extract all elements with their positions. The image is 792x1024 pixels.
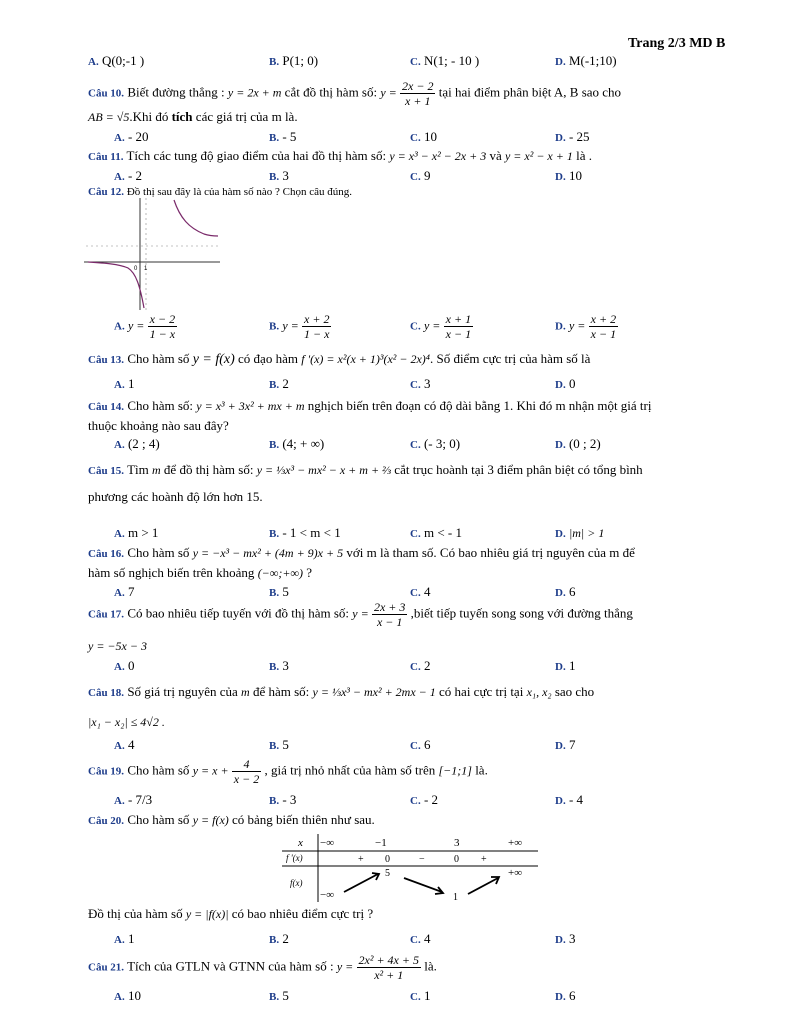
q14-option-c: C. (- 3; 0) xyxy=(410,436,461,451)
q20-variation-table xyxy=(282,832,542,904)
q16-text-line2: hàm số nghịch biến trên khoảng (−∞;+∞) ? xyxy=(88,565,313,580)
q10-text: Câu 10. Biết đường thẳng : y = 2x + m cắt đồ thị hàm số: y = $\frac{2x - 2}{x + 1}$ tại hai điểm phân biệt A, B sao cho xyxy=(88,79,622,108)
q15-option-d: D. |m| > 1 xyxy=(555,526,605,540)
q14-text: Câu 14. Cho hàm số: y = x³ + 3x² + mx + m nghịch biến trên đoạn có độ dài bằng 1. Khi đó m nhận một giá trị xyxy=(88,398,652,413)
q13-option-d: D. 0 xyxy=(555,376,576,391)
vt-f-3: +∞ xyxy=(508,867,523,879)
vt-sign-3: 0 xyxy=(454,854,459,865)
q14-text-line2: thuộc khoảng nào sau đây? xyxy=(88,418,229,433)
q16-option-b: B. 5 xyxy=(269,584,289,599)
q18-option-b: B. 5 xyxy=(269,737,289,752)
q10-option-d: D. - 25 xyxy=(555,129,590,144)
q9-option-a: A. Q(0;-1 ) xyxy=(88,53,145,68)
q13-option-c: C. 3 xyxy=(410,376,431,391)
q18-option-c: C. 6 xyxy=(410,737,431,752)
q21-option-d: D. 6 xyxy=(555,988,576,1003)
vt-sign-1: 0 xyxy=(385,854,390,865)
q20-option-a: A. 1 xyxy=(114,931,135,946)
q11-option-a: A. - 2 xyxy=(114,168,143,183)
q12-text: Câu 12. Đồ thị sau đây là của hàm số nào ? Chọn câu đúng. xyxy=(88,186,352,198)
q12-graph xyxy=(84,196,220,312)
vt-sign-0: + xyxy=(358,854,364,865)
curve-right-branch xyxy=(174,200,218,236)
q18-option-d: D. 7 xyxy=(555,737,576,752)
q11-option-b: B. 3 xyxy=(269,168,289,183)
q19-text: Câu 19. Cho hàm số y = x + $\frac{4}{x - 2}$ , giá trị nhỏ nhất của hàm số trên [−1;1] là. xyxy=(88,757,488,786)
q11-text: Câu 11. Tích các tung độ giao điểm của hai đồ thị hàm số: y = x³ − x² − 2x + 3 và y = x² − x + 1 là . xyxy=(88,148,592,163)
q18-option-a: A. 4 xyxy=(114,737,135,752)
q9-option-b: B. P(1; 0) xyxy=(269,53,319,68)
q15-text: Câu 15. Tìm m để đồ thị hàm số: y = ⅓x³ − mx² − x + m + ⅔ cắt trục hoành tại 3 điểm phân biệt có tổng bình xyxy=(88,462,643,477)
q12-option-a: A. y = $\frac{x - 2}{1 - x}$ xyxy=(114,312,176,341)
q18-text-line2: |x₁ − x₂| ≤ 4√2 . xyxy=(88,715,165,729)
q21-text: Câu 21. Tích của GTLN và GTNN của hàm số : y = $\frac{\text{2x² + 4x + 5}}{\text{x² + 1}}$ là. xyxy=(88,953,437,982)
q12-option-d: D. y = $\frac{x + 2}{x - 1}$ xyxy=(555,312,617,341)
q19-option-a: A. - 7/3 xyxy=(114,792,153,807)
q17-option-a: A. 0 xyxy=(114,658,135,673)
q12-option-c: C. y = $\frac{x + 1}{x - 1}$ xyxy=(410,312,472,341)
q19-option-c: C. - 2 xyxy=(410,792,439,807)
q11-option-d: D. 10 xyxy=(555,168,582,183)
q10-text-line2: AB = √5.Khi đó tích các giá trị của m là. xyxy=(88,109,298,124)
graph-one-label: 1 xyxy=(144,266,148,272)
q17-text-line2: y = −5x − 3 xyxy=(88,639,147,653)
q17-option-c: C. 2 xyxy=(410,658,431,673)
vt-x-3: +∞ xyxy=(508,837,523,849)
q16-text: Câu 16. Cho hàm số y = −x³ − mx² + (4m + 9)x + 5 với m là tham số. Có bao nhiêu giá trị nguyên của m để xyxy=(88,545,635,560)
q21-option-a: A. 10 xyxy=(114,988,141,1003)
q12-option-b: B. y = $\frac{x + 2}{1 - x}$ xyxy=(269,312,330,341)
q10-option-a: A. - 20 xyxy=(114,129,149,144)
q16-option-d: D. 6 xyxy=(555,584,576,599)
q9-option-c: C. N(1; - 10 ) xyxy=(410,53,480,68)
vt-f-label: f(x) xyxy=(290,878,303,888)
q20-option-c: C. 4 xyxy=(410,931,431,946)
q15-text-line2: phương các hoành độ lớn hơn 15. xyxy=(88,489,263,504)
q15-option-c: C. m < - 1 xyxy=(410,525,462,540)
q20-option-b: B. 2 xyxy=(269,931,289,946)
q13-text: Câu 13. Cho hàm số y = f(x) có đạo hàm f '(x) = x²(x + 1)³(x² − 2x)⁴. Số điểm cực trị của hàm số là xyxy=(88,351,591,367)
q14-option-b: B. (4; + ∞) xyxy=(269,436,325,451)
q21-option-c: C. 1 xyxy=(410,988,431,1003)
vt-sign-4: + xyxy=(481,854,487,865)
page-header: Trang 2/3 MD B xyxy=(628,36,726,51)
q9-option-d: D. M(-1;10) xyxy=(555,53,617,68)
q20-text-line2: Đồ thị của hàm số y = |f(x)| có bao nhiêu điểm cực trị ? xyxy=(88,906,374,921)
q19-option-d: D. - 4 xyxy=(555,792,584,807)
q13-option-b: B. 2 xyxy=(269,376,289,391)
q19-option-b: B. - 3 xyxy=(269,792,297,807)
graph-origin-label: 0 xyxy=(134,266,138,272)
q17-option-b: B. 3 xyxy=(269,658,289,673)
q20-text: Câu 20. Cho hàm số y = f(x) có bảng biến thiên như sau. xyxy=(88,812,375,827)
q11-option-c: C. 9 xyxy=(410,168,431,183)
vt-x-0: −∞ xyxy=(320,837,335,849)
q16-option-a: A. 7 xyxy=(114,584,135,599)
vt-f-1: 5 xyxy=(385,868,390,879)
q21-option-b: B. 5 xyxy=(269,988,289,1003)
q10-option-c: C. 10 xyxy=(410,129,437,144)
vt-x-label: x xyxy=(298,837,303,849)
q20-option-d: D. 3 xyxy=(555,931,576,946)
vt-x-1: −1 xyxy=(375,837,387,849)
vt-sign-2: − xyxy=(419,854,425,865)
q18-text: Câu 18. Số giá trị nguyên của m để hàm số: y = ⅓x³ − mx² + 2mx − 1 có hai cực trị tại x₁, x₂ sao cho xyxy=(88,684,595,699)
vt-fp-label: f '(x) xyxy=(286,853,303,863)
q13-option-a: A. 1 xyxy=(114,376,135,391)
q14-option-d: D. (0 ; 2) xyxy=(555,436,601,451)
q15-option-a: A. m > 1 xyxy=(114,525,159,540)
vt-f-0: −∞ xyxy=(320,889,335,901)
q16-option-c: C. 4 xyxy=(410,584,431,599)
vt-f-2: 1 xyxy=(453,892,458,903)
vt-x-2: 3 xyxy=(454,837,460,849)
q17-text: Câu 17. Có bao nhiêu tiếp tuyến với đồ thị hàm số: y = $\frac{2x + 3}{x - 1}$ ,biết tiếp tuyến song song với đường thẳng xyxy=(88,600,633,629)
q15-option-b: B. - 1 < m < 1 xyxy=(269,525,341,540)
q17-option-d: D. 1 xyxy=(555,658,576,673)
q10-option-b: B. - 5 xyxy=(269,129,297,144)
q14-option-a: A. (2 ; 4) xyxy=(114,436,160,451)
